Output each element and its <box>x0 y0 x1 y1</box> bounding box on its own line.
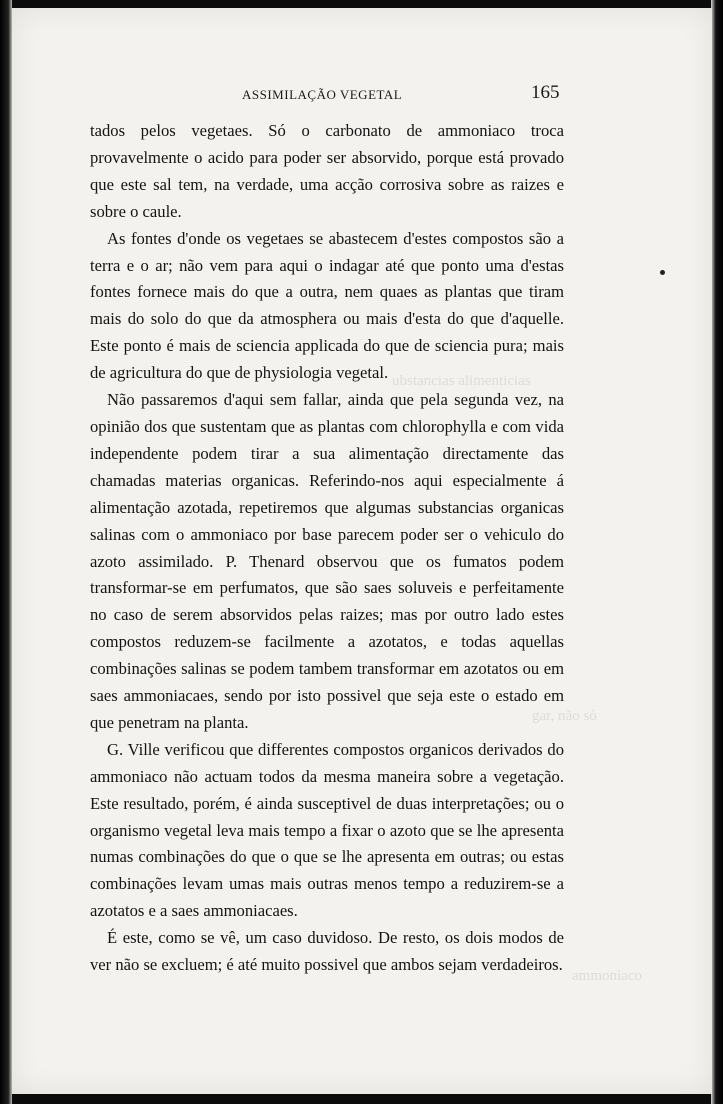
paragraph: É este, como se vê, um caso duvidoso. De resto, os dois modos de ver não se excluem; é até muito possivel que ambos sejam verdadeiros. <box>90 928 564 975</box>
running-head: ASSIMILAÇÃO VEGETAL <box>242 87 403 102</box>
paragraph: As fontes d'onde os vegetaes se abastecem d'estes compostos são a terra e o ar; não vem para aqui o indagar até que ponto uma d'estas fontes fornece mais do que a outra, nem quaes as plantas que tiram mais do solo do que da atmosphera ou mais d'esta do que d'aquelle. Este ponto é mais de sciencia applicada do que de sciencia pura; mais de agricultura do que de physiologia vegetal. <box>90 228 564 383</box>
bleed-through: ubstancias alimenticias <box>392 373 531 389</box>
page-number: 165 <box>531 82 560 103</box>
paragraph: Não passaremos d'aqui sem fallar, ainda que pela segunda vez, na opinião dos que sustentam que as plantas com chlorophylla e com vida independente podem tirar a sua alimentação directamente das chamadas materias organicas. Referindo-nos aqui especialmente á alimentação azotada, repetiremos que algumas substancias organicas salinas com o ammoniaco por base parecem poder ser o vehiculo do azoto assimilado. P. Thenard observou que os fumatos podem transformar-se em perfumatos, que são saes soluveis e perfeitamente no caso de serem absorvidos pelas raizes; mas por outro lado estes compostos reduzem-se facilmente a azotatos, e todas aquellas combinações salinas se podem tambem transformar em azotatos ou em saes ammoniacaes, sendo por isto possivel que seja este o estado em que penetram na planta. <box>90 390 564 732</box>
bleed-through: ammoniaco <box>572 968 642 984</box>
paragraph: G. Ville verificou que differentes compostos organicos derivados do ammoniaco não actuam todos da mesma maneira sobre a vegetação. Este resultado, porém, é ainda susceptivel de duas interpretações; ou o organismo vegetal leva mais tempo a fixar o azoto que se lhe apresenta numas combinações do que o que se lhe apresenta em outras; ou estas combinações levam umas mais outras menos tempo a reduzirem-se a azotatos e a saes ammoniacaes. <box>90 739 564 921</box>
page-edge-left <box>0 0 12 1104</box>
page-edge-right <box>711 0 723 1104</box>
page-speck <box>660 270 665 275</box>
paragraph: tados pelos vegetaes. Só o carbonato de ammoniaco troca provavelmente o acido para poder ser absorvido, porque está provado que este sal tem, na verdade, uma acção corrosiva sobre as raizes e sobre o caule. <box>90 121 564 221</box>
body-text <box>90 118 564 979</box>
bleed-through: gar, não só <box>532 708 597 724</box>
